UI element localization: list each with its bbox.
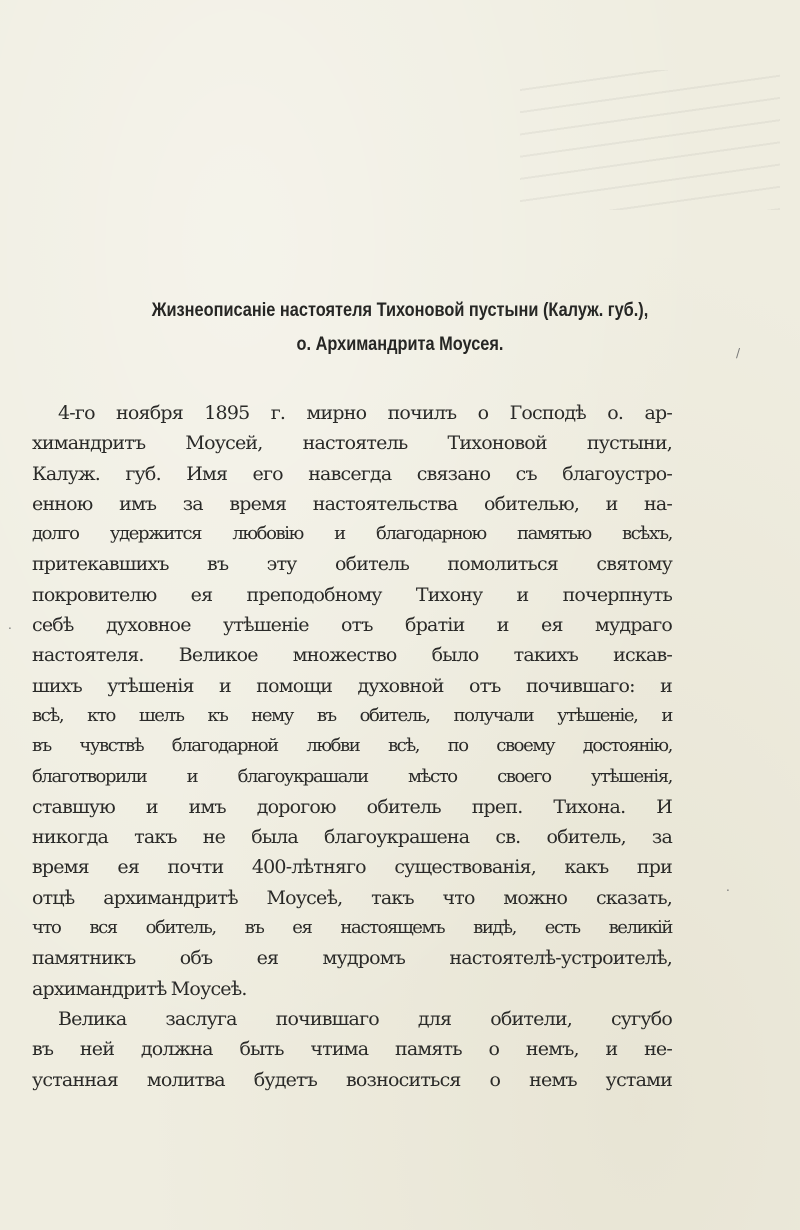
text-line: притекавшихъ въ эту обитель помолиться святому [32, 553, 672, 576]
margin-speck: . [726, 880, 730, 894]
reverse-side-bleed-through [520, 70, 780, 210]
text-line: въ ней должна быть чтима память о немъ, и не- [32, 1038, 672, 1061]
text-line: благотворили и благоукрашали мѣсто своего утѣшенія, [32, 765, 672, 787]
text-line: себѣ духовное утѣшеніе отъ братіи и ея мудраго [32, 614, 672, 637]
body-text [32, 398, 672, 1095]
text-line: всѣ, кто шелъ къ нему въ обитель, получали утѣшеніе, и [32, 704, 672, 726]
text-line: шихъ утѣшенія и помощи духовной отъ почившаго: и [32, 674, 672, 697]
text-line: долго удержится любовію и благодарною памятью всѣхъ, [32, 523, 672, 545]
text-line: ставшую и имъ дорогою обитель преп. Тихона. И [32, 795, 672, 818]
text-line: никогда такъ не была благоукрашена св. обитель, за [32, 826, 672, 849]
chapter-title-line-2: о. Архимандрита Моусея. [296, 334, 504, 355]
text-line: отцѣ архимандритѣ Моусеѣ, такъ что можно сказать, [32, 886, 672, 909]
text-line: Калуж. губ. Имя его навсегда связано съ благоустро- [32, 462, 672, 485]
chapter-title-line-1: Жизнеописаніе настоятеля Тихоновой пустыни (Калуж. губ.), [151, 300, 649, 321]
text-line: енною имъ за время настоятельства обителью, и на- [32, 492, 672, 515]
text-line: покровителю ея преподобному Тихону и почерпнуть [32, 583, 672, 606]
text-line: Велика заслуга почившаго для обители, сугубо [58, 1007, 672, 1030]
text-line: архимандритѣ Моусеѣ. [32, 977, 247, 1000]
text-line: что вся обитель, въ ея настоящемъ видѣ, есть великій [32, 917, 672, 939]
text-line: настоятеля. Великое множество было такихъ искав- [32, 644, 672, 667]
text-line: химандритъ Моусей, настоятель Тихоновой пустыни, [32, 432, 672, 455]
text-line: памятникъ объ ея мудромъ настоятелѣ-устроителѣ, [32, 947, 672, 970]
text-line: въ чувствѣ благодарной любви всѣ, по своему достоянію, [32, 735, 672, 757]
text-line: 4-го ноября 1895 г. мирно почилъ о Господѣ о. ар- [58, 402, 672, 424]
margin-speck: / [736, 346, 741, 360]
margin-speck: . [8, 618, 12, 632]
text-line: устанная молитва будетъ возноситься о немъ устами [32, 1068, 672, 1091]
text-line: время ея почти 400-лѣтняго существованія, какъ при [32, 856, 672, 879]
